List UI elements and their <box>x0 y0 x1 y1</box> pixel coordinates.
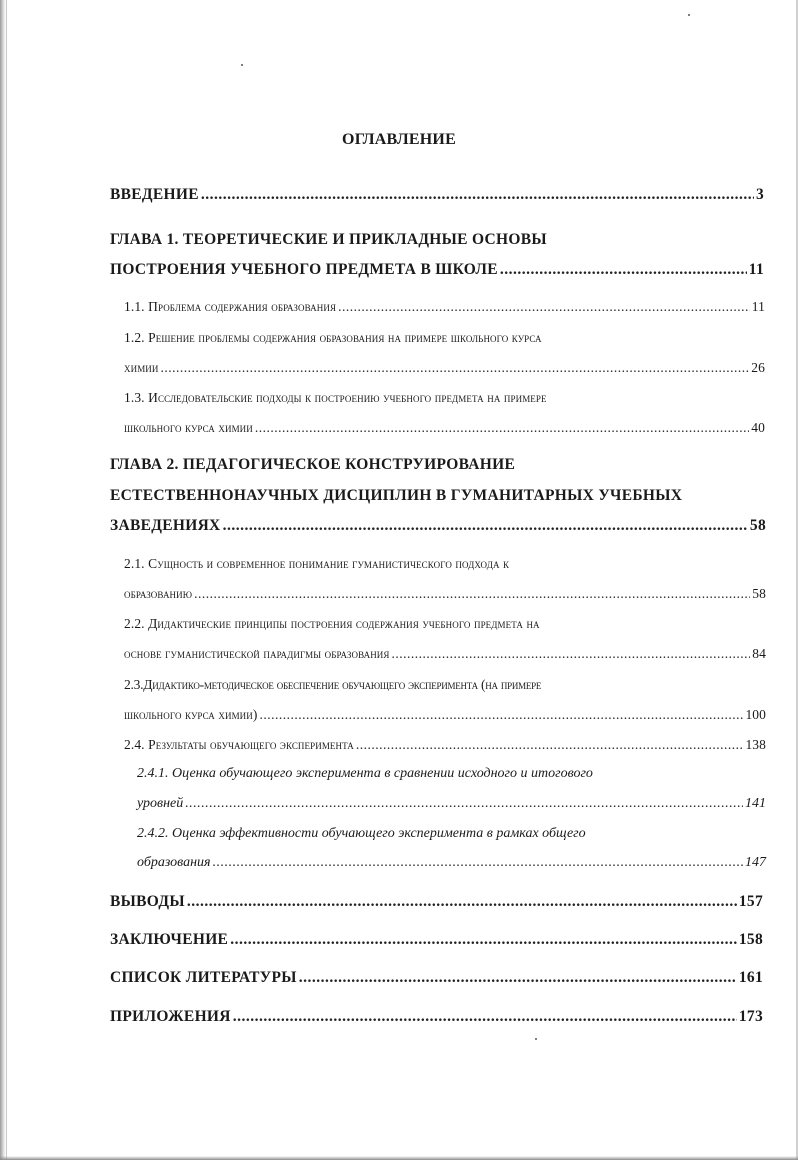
scan-speck <box>688 14 690 16</box>
toc-label-2-1-line1: 2.1. Сущность и современное понимание гуманистического подхода к <box>124 556 510 571</box>
toc-page: 11 <box>748 261 764 278</box>
dot-leader <box>255 420 749 436</box>
toc-entry-chapter2[interactable] <box>110 517 766 535</box>
toc-entry-appendices[interactable] <box>110 1008 763 1026</box>
scan-edge-bottom <box>0 1156 798 1160</box>
toc-entry-2-4-2[interactable] <box>137 855 766 871</box>
toc-entry-1-3[interactable] <box>124 420 765 436</box>
toc-entry-2-2[interactable] <box>124 646 766 662</box>
dot-leader <box>233 1008 737 1026</box>
toc-page: 138 <box>745 737 766 752</box>
dot-leader <box>161 360 750 376</box>
dot-leader <box>392 646 751 662</box>
dot-leader <box>299 969 737 987</box>
toc-page: 84 <box>752 646 766 661</box>
toc-label-2-3-line2: школьного курса химии) <box>124 707 258 722</box>
toc-page: 100 <box>745 707 766 722</box>
chapter1-title-line2: ПОСТРОЕНИЯ УЧЕБНОГО ПРЕДМЕТА В ШКОЛЕ <box>110 261 498 278</box>
dot-leader <box>500 261 747 279</box>
toc-label: ПРИЛОЖЕНИЯ <box>110 1008 231 1025</box>
toc-entry-2-3[interactable] <box>124 707 766 723</box>
scan-edge-line <box>6 0 7 1160</box>
dot-leader <box>230 931 737 949</box>
toc-entry-conclusions[interactable] <box>110 893 763 911</box>
dot-leader <box>223 517 748 535</box>
dot-leader <box>259 707 743 723</box>
toc-label-2-1-line2: образованию <box>124 586 193 601</box>
dot-leader <box>185 796 743 812</box>
toc-label-2-4-2-line2: образования <box>137 855 211 870</box>
page-title: ОГЛАВЛЕНИЕ <box>342 131 456 148</box>
toc-page: 26 <box>751 360 765 375</box>
toc-page: 58 <box>749 517 766 534</box>
dot-leader <box>356 737 744 753</box>
dot-leader <box>201 186 754 204</box>
scan-speck <box>535 1038 537 1040</box>
toc-entry-summary[interactable] <box>110 931 763 949</box>
toc-entry-intro[interactable] <box>110 186 764 204</box>
toc-page: 173 <box>738 1008 763 1025</box>
toc-label-2-2-line2: основе гуманистической парадигмы образования <box>124 646 390 661</box>
toc-label-1-3-line2: школьного курса химии <box>124 420 253 435</box>
toc-entry-references[interactable] <box>110 969 763 987</box>
dot-leader <box>194 586 750 602</box>
toc-page: 161 <box>738 969 763 986</box>
chapter2-title-line3: ЗАВЕДЕНИЯХ <box>110 517 221 534</box>
toc-page: 11 <box>751 299 765 314</box>
toc-entry-2-1[interactable] <box>124 586 766 602</box>
toc-page: 158 <box>738 931 763 948</box>
toc-entry-2-4-1[interactable] <box>137 796 766 812</box>
dot-leader <box>338 299 750 315</box>
toc-label-1-3-line1: 1.3. Исследовательские подходы к построению учебного предмета на примере <box>124 390 547 405</box>
toc-page: 58 <box>752 586 766 601</box>
toc-page: 40 <box>751 420 765 435</box>
toc-entry-2-4[interactable] <box>124 737 766 753</box>
toc-label-1-2-line2: химии <box>124 360 159 375</box>
toc-label-2-4-1-line2: уровней <box>137 796 184 811</box>
toc-page: 147 <box>745 855 766 870</box>
toc-label-2-3-line1: 2.3.Дидактико-методическое обеспечение обучающего эксперимента (на примере <box>124 677 542 692</box>
toc-page: 3 <box>755 186 764 203</box>
chapter2-title-line1: ГЛАВА 2. ПЕДАГОГИЧЕСКОЕ КОНСТРУИРОВАНИЕ <box>110 456 516 473</box>
toc-label-2-2-line1: 2.2. Дидактические принципы построения содержания учебного предмета на <box>124 616 540 631</box>
scan-speck <box>241 64 243 66</box>
toc-label: 2.4. Результаты обучающего эксперимента <box>124 737 354 752</box>
toc-entry-1-1[interactable] <box>124 299 765 315</box>
toc-label: ВВЕДЕНИЕ <box>110 186 199 203</box>
toc-entry-chapter1[interactable] <box>110 261 764 279</box>
chapter2-title-line2: ЕСТЕСТВЕННОНАУЧНЫХ ДИСЦИПЛИН В ГУМАНИТАРНЫХ УЧЕБНЫХ <box>110 487 683 504</box>
dot-leader <box>213 855 743 871</box>
toc-label: 1.1. Проблема содержания образования <box>124 299 337 314</box>
toc-page: 157 <box>738 893 763 910</box>
toc-label-1-2-line1: 1.2. Решение проблемы содержания образования на примере школьного курса <box>124 330 542 345</box>
dot-leader <box>187 893 737 911</box>
toc-entry-1-2[interactable] <box>124 360 765 376</box>
toc-label: ВЫВОДЫ <box>110 893 185 910</box>
toc-label-2-4-1-line1: 2.4.1. Оценка обучающего эксперимента в сравнении исходного и итогового <box>137 766 593 781</box>
toc-label: ЗАКЛЮЧЕНИЕ <box>110 931 229 948</box>
toc-label: СПИСОК ЛИТЕРАТУРЫ <box>110 969 297 986</box>
toc-page: 141 <box>745 796 766 811</box>
toc-label-2-4-2-line1: 2.4.2. Оценка эффективности обучающего эксперимента в рамках общего <box>137 826 586 841</box>
chapter1-title-line1: ГЛАВА 1. ТЕОРЕТИЧЕСКИЕ И ПРИКЛАДНЫЕ ОСНОВЫ <box>110 231 547 248</box>
